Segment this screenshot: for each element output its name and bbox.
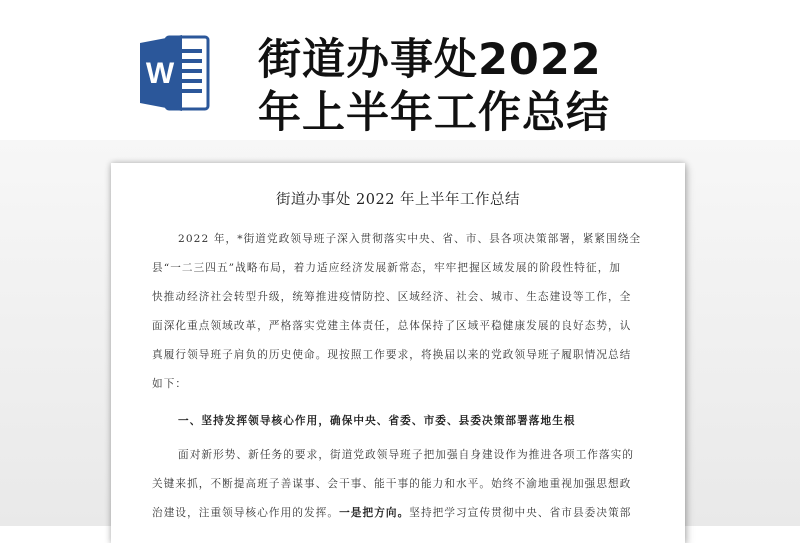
body-emphasis: 一是把方向。 <box>339 507 410 519</box>
page-title-line-1: 街道办事处2022 <box>258 35 602 85</box>
body-line: 关键来抓，不断提高班子善谋事、会干事、能干事的能力和水平。始终不渝地重视加强思想政 <box>152 478 632 490</box>
body-line: 真履行领导班子肩负的历史使命。现按照工作要求，将换届以来的党政领导班子履职情况总结 <box>152 349 632 361</box>
page-title-line-2: 年上半年工作总结 <box>258 88 610 138</box>
section-heading: 一、坚持发挥领导核心作用，确保中央、省委、市委、县委决策部署落地生根 <box>178 415 576 427</box>
body-line: 2022 年，*街道党政领导班子深入贯彻落实中央、省、市、县各项决策部署，紧紧围绕全 <box>178 233 642 245</box>
body-text: 坚持把学习宣传贯彻中央、省市县委决策部 <box>409 507 632 519</box>
body-line: 如下： <box>152 378 188 390</box>
page-title <box>258 34 610 140</box>
body-line: 面对新形势、新任务的要求，街道党政领导班子把加强自身建设作为推进各项工作落实的 <box>178 449 635 461</box>
document-title: 街道办事处 2022 年上半年工作总结 <box>275 192 521 208</box>
svg-text:W: W <box>145 57 175 90</box>
body-line <box>152 505 631 520</box>
body-line: 面深化重点领域改革，严格落实党建主体责任，总体保持了区域平稳健康发展的良好态势，认 <box>152 320 632 332</box>
banner <box>0 0 800 150</box>
body-line: 县“一二三四五”战略布局，着力适应经济发展新常态，牢牢把握区域发展的阶段性特征，加 <box>152 262 622 274</box>
document-page <box>111 163 685 543</box>
body-text: 治建设，注重领导核心作用的发挥。 <box>152 507 340 519</box>
word-document-icon <box>140 33 210 113</box>
body-line: 快推动经济社会转型升级，统筹推进疫情防控、区域经济、社会、城市、生态建设等工作，全 <box>152 291 632 303</box>
